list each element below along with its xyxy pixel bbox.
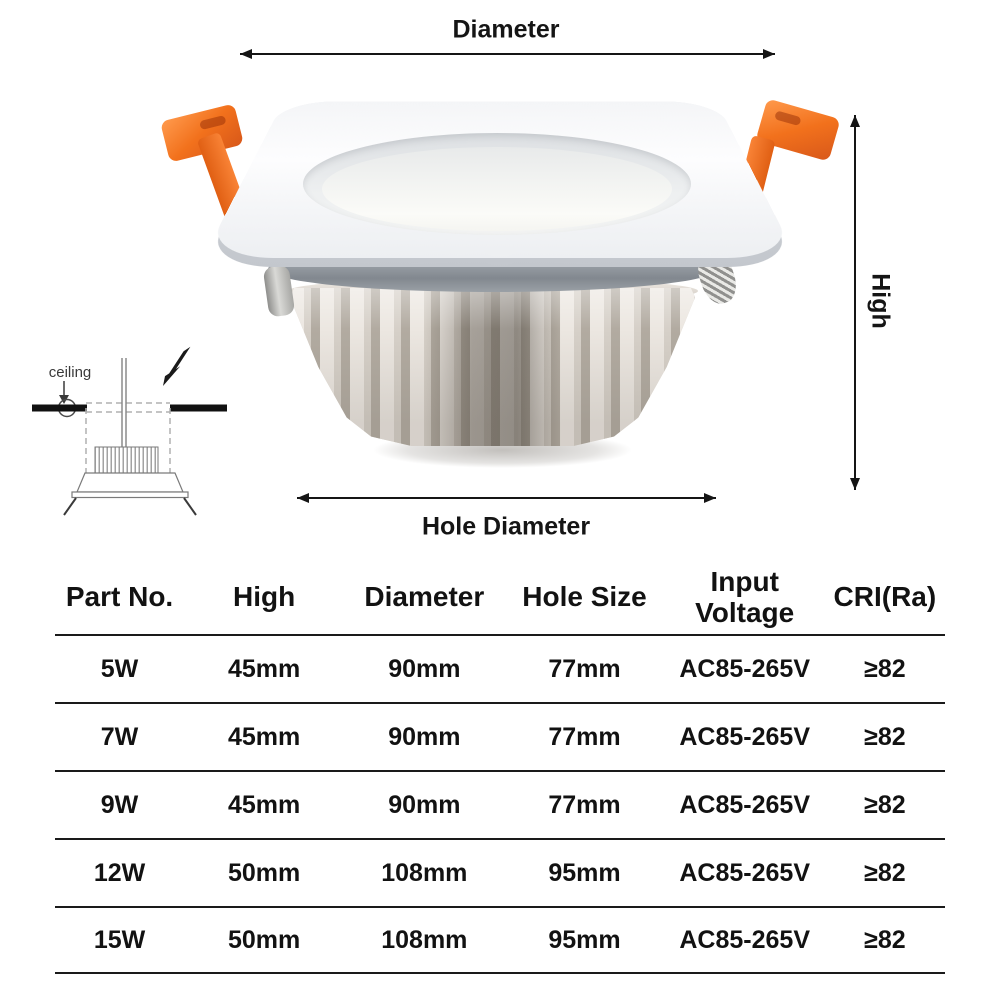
table-cell: AC85-265V: [665, 770, 825, 838]
table-cell: 15W: [55, 906, 184, 974]
table-cell: 90mm: [344, 634, 504, 702]
spring-leg-right: [184, 498, 196, 515]
diameter-dimension-label: Diameter: [452, 15, 560, 44]
table-cell: 108mm: [344, 838, 504, 906]
table-cell: 77mm: [504, 634, 664, 702]
table-cell: 12W: [55, 838, 184, 906]
table-cell: 45mm: [184, 702, 344, 770]
table-cell: ≥82: [825, 634, 945, 702]
table-cell: 9W: [55, 770, 184, 838]
hole-diameter-dimension-label: Hole Diameter: [421, 512, 591, 541]
table-cell: 45mm: [184, 634, 344, 702]
table-cell: AC85-265V: [665, 906, 825, 974]
table-cell: AC85-265V: [665, 838, 825, 906]
ceiling-install-diagram: [10, 340, 250, 520]
table-cell: 7W: [55, 702, 184, 770]
table-cell: AC85-265V: [665, 702, 825, 770]
frosted-lens: [322, 147, 672, 231]
table-cell: AC85-265V: [665, 634, 825, 702]
spec-table: [55, 560, 945, 974]
table-cell: ≥82: [825, 770, 945, 838]
table-header-cell: Input Voltage: [695, 565, 795, 628]
table-header-cell: Diameter: [364, 581, 485, 613]
table-header-cell: High: [233, 581, 296, 613]
table-cell: 90mm: [344, 770, 504, 838]
table-cell: ≥82: [825, 838, 945, 906]
table-cell: 108mm: [344, 906, 504, 974]
table-cell: 77mm: [504, 770, 664, 838]
table-cell: 95mm: [504, 838, 664, 906]
hole-diameter-dimension-arrow-icon: [297, 497, 716, 499]
side-view-heatsink: [95, 447, 158, 473]
table-cell: 45mm: [184, 770, 344, 838]
diameter-dimension-arrow-icon: [240, 53, 775, 55]
spring-leg-left: [64, 498, 76, 515]
height-dimension-label: High: [866, 273, 895, 329]
table-cell: 5W: [55, 634, 184, 702]
table-header-cell: Part No.: [65, 581, 174, 613]
table-cell: 77mm: [504, 702, 664, 770]
insert-direction-arrow-icon: [163, 347, 190, 386]
table-cell: 90mm: [344, 702, 504, 770]
table-header-cell: CRI(Ra): [833, 581, 937, 613]
side-view-trim-flange: [72, 492, 188, 498]
table-cell: 95mm: [504, 906, 664, 974]
heatsink-fins: [290, 288, 695, 446]
table-header-cell: Hole Size: [522, 581, 647, 613]
height-dimension-arrow-icon: [854, 115, 856, 490]
table-cell: 50mm: [184, 838, 344, 906]
table-cell: ≥82: [825, 906, 945, 974]
table-cell: ≥82: [825, 702, 945, 770]
table-cell: 50mm: [184, 906, 344, 974]
ceiling-label: ceiling: [48, 364, 92, 381]
side-view-lamp-body: [77, 473, 183, 492]
